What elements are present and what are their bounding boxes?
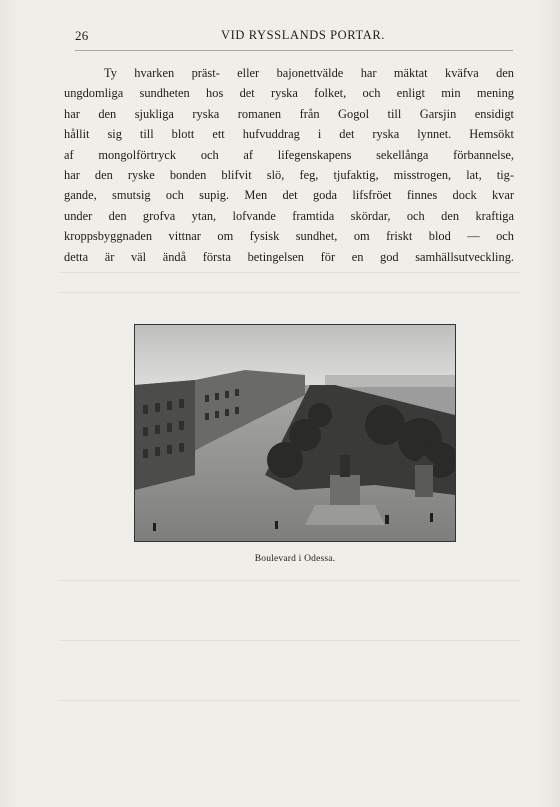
- photo-boulevard-odessa: [134, 324, 456, 542]
- boulevard-illustration: [135, 325, 455, 541]
- page-number: 26: [75, 28, 89, 43]
- text-line: under den grofva ytan, lofvande framtida skördar, och den kraftiga: [64, 208, 514, 223]
- text-line: Ty hvarken präst- eller bajonettvälde har mäktat kväfva den: [104, 66, 514, 80]
- harbour-background: [325, 375, 455, 387]
- show-through-line: [60, 640, 520, 641]
- show-through-line: [60, 580, 520, 581]
- text-line: detta är väl ändå första betingelsen för en god samhällsutveckling.: [64, 249, 514, 264]
- kiosk: [415, 465, 433, 497]
- text-line: af mongolförtryck och af lifegenskapens sekellånga förbannelse,: [64, 147, 514, 162]
- body-paragraph: [64, 63, 514, 267]
- show-through-line: [60, 292, 520, 293]
- text-line: har den ryske bonden blifvit slö, feg, tjufaktig, misstrogen, lat, tig-: [64, 167, 514, 182]
- text-line: har den sjukliga ryska romanen från Gogol till Garsjin ensidigt: [64, 106, 514, 121]
- text-line: hållit sig till blott ett hufvuddrag i det ryska lynnet. Hemsökt: [64, 127, 514, 142]
- monument-statue: [340, 455, 350, 477]
- show-through-line: [60, 700, 520, 701]
- text-line: ungdomliga sundheten hos det ryska folket, och enligt min mening: [64, 86, 514, 101]
- text-line: gande, smutsig och supig. Men det goda lifsfröet finnes dock kvar: [64, 188, 514, 203]
- running-head: VID RYSSLANDS PORTAR.: [220, 28, 385, 42]
- page-header: [75, 28, 513, 48]
- text-line: kroppsbyggnaden vittnar om fysisk sundhet, om friskt blod — och: [64, 229, 514, 244]
- monument-steps: [305, 505, 385, 525]
- show-through-line: [60, 272, 520, 273]
- figure-caption: Boulevard i Odessa.: [254, 554, 336, 564]
- monument-base: [330, 475, 360, 505]
- header-rule: [75, 50, 513, 51]
